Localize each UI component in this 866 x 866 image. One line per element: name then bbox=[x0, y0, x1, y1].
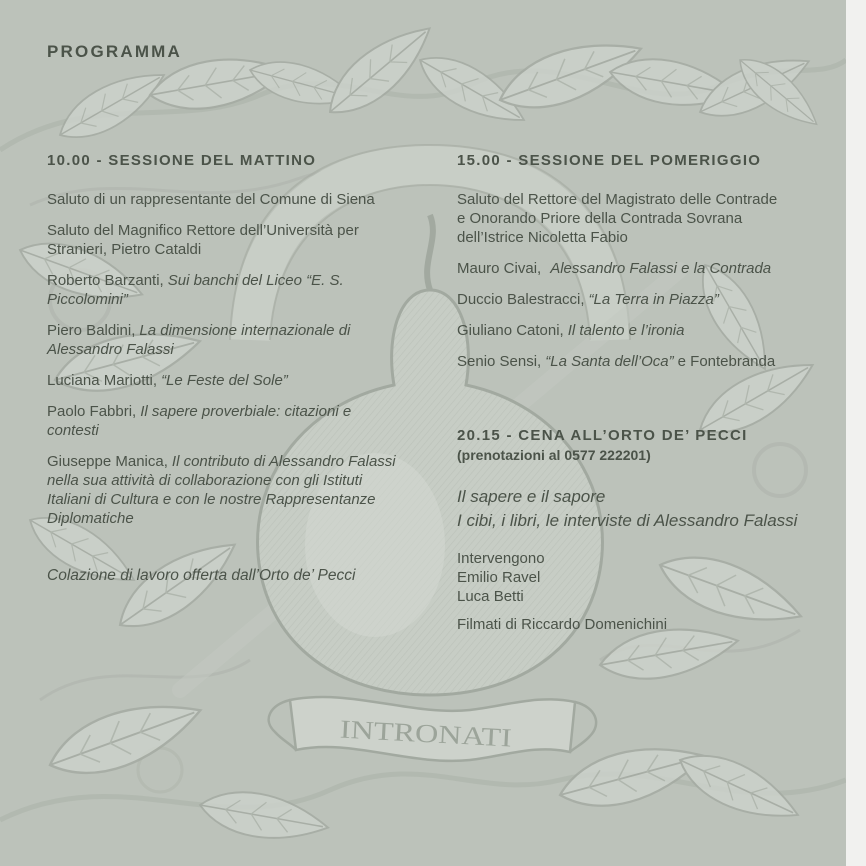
morning-session-list bbox=[47, 190, 437, 540]
item-line bbox=[457, 352, 846, 371]
event-subtitle: I cibi, i libri, le interviste di Alessandro Falassi bbox=[457, 511, 798, 530]
item-line bbox=[47, 321, 437, 340]
speaker-name: Mauro Civai, bbox=[457, 260, 542, 277]
morning-item bbox=[47, 221, 437, 259]
afternoon-item bbox=[457, 321, 846, 340]
banner-text: INTRONATI bbox=[339, 714, 480, 751]
morning-item bbox=[47, 452, 437, 528]
speaker-name: Senio Sensi, bbox=[457, 353, 542, 370]
afternoon-item bbox=[457, 352, 846, 371]
afternoon-session-heading: 15.00 - SESSIONE DEL POMERIGGIO bbox=[457, 152, 762, 169]
leaf bbox=[196, 784, 331, 849]
lunch-note: Colazione di lavoro offerta dall’Orto de’ Pecci bbox=[47, 567, 356, 584]
morning-item bbox=[47, 271, 437, 309]
talk-title: Piccolomini” bbox=[47, 291, 128, 308]
talk-title-suffix: e Fontebranda bbox=[677, 353, 776, 370]
item-line bbox=[457, 321, 846, 340]
talk-title: Il sapere proverbiale: citazioni e bbox=[140, 403, 352, 420]
morning-item bbox=[47, 321, 437, 359]
item-text-line: Saluto del Magnifico Rettore dell’Università per bbox=[47, 222, 359, 239]
films-credit: Filmati di Riccardo Domenichini bbox=[457, 616, 668, 633]
guest-name: Emilio Ravel bbox=[457, 569, 541, 586]
talk-title: nella sua attività di collaborazione con gli Istituti bbox=[47, 472, 363, 489]
morning-item bbox=[47, 402, 437, 440]
guests-label: Intervengono bbox=[457, 550, 545, 567]
talk-title: Diplomatiche bbox=[47, 510, 134, 527]
speaker-name: Giuliano Catoni, bbox=[457, 322, 564, 339]
afternoon-item bbox=[457, 290, 846, 309]
speaker-name: Duccio Balestracci, bbox=[457, 291, 585, 308]
talk-title: Italiani di Cultura e con le nostre Rappresentanze bbox=[47, 491, 376, 508]
item-text-line: Saluto di un rappresentante del Comune di Siena bbox=[47, 191, 375, 208]
item-line bbox=[47, 402, 437, 421]
talk-title: Alessandro Falassi e la Contrada bbox=[550, 260, 772, 277]
item-line bbox=[47, 452, 437, 471]
talk-title: contesti bbox=[47, 422, 99, 439]
speaker-name: Roberto Barzanti, bbox=[47, 272, 164, 289]
afternoon-item bbox=[457, 190, 846, 247]
guest-name: Luca Betti bbox=[457, 588, 524, 605]
speaker-name: Paolo Fabbri, bbox=[47, 403, 137, 420]
item-text-line: e Onorando Priore della Contrada Sovrana bbox=[457, 210, 743, 227]
talk-title: “La Terra in Piazza” bbox=[588, 291, 719, 308]
booking-info: (prenotazioni al 0577 222201) bbox=[457, 447, 651, 463]
talk-title: Sui banchi del Liceo “E. S. bbox=[167, 272, 344, 289]
page-title: PROGRAMMA bbox=[47, 42, 183, 61]
talk-title: “La Santa dell’Oca” bbox=[545, 353, 674, 370]
leaf bbox=[41, 685, 209, 789]
leaf bbox=[652, 542, 810, 640]
speaker-name: Luciana Mariotti, bbox=[47, 372, 158, 389]
speaker-name: Giuseppe Manica, bbox=[47, 453, 168, 470]
talk-title: Il contributo di Alessandro Falassi bbox=[171, 453, 396, 470]
afternoon-session-list bbox=[457, 190, 846, 383]
item-line bbox=[457, 259, 846, 278]
talk-title: Alessandro Falassi bbox=[47, 341, 174, 358]
morning-item bbox=[47, 371, 437, 390]
item-text-line: Saluto del Rettore del Magistrato delle Contrade bbox=[457, 191, 778, 208]
morning-session-heading: 10.00 - SESSIONE DEL MATTINO bbox=[47, 152, 317, 169]
page-edge-strip bbox=[846, 0, 866, 866]
talk-title: “Le Feste del Sole” bbox=[161, 372, 288, 389]
item-text-line: Stranieri, Pietro Cataldi bbox=[47, 241, 202, 258]
leaf bbox=[50, 58, 174, 152]
event-title: Il sapere e il sapore bbox=[457, 487, 606, 506]
morning-item bbox=[47, 190, 437, 209]
afternoon-item bbox=[457, 259, 846, 278]
speaker-name: Piero Baldini, bbox=[47, 322, 136, 339]
item-text-line: dell’Istrice Nicoletta Fabio bbox=[457, 229, 628, 246]
talk-title: Il talento e l’ironia bbox=[567, 322, 685, 339]
talk-title: La dimensione internazionale di bbox=[139, 322, 351, 339]
item-line bbox=[47, 371, 437, 390]
item-line bbox=[47, 271, 437, 290]
dinner-heading: 20.15 - CENA ALL’ORTO DE’ PECCI bbox=[457, 427, 748, 444]
item-line bbox=[457, 290, 846, 309]
